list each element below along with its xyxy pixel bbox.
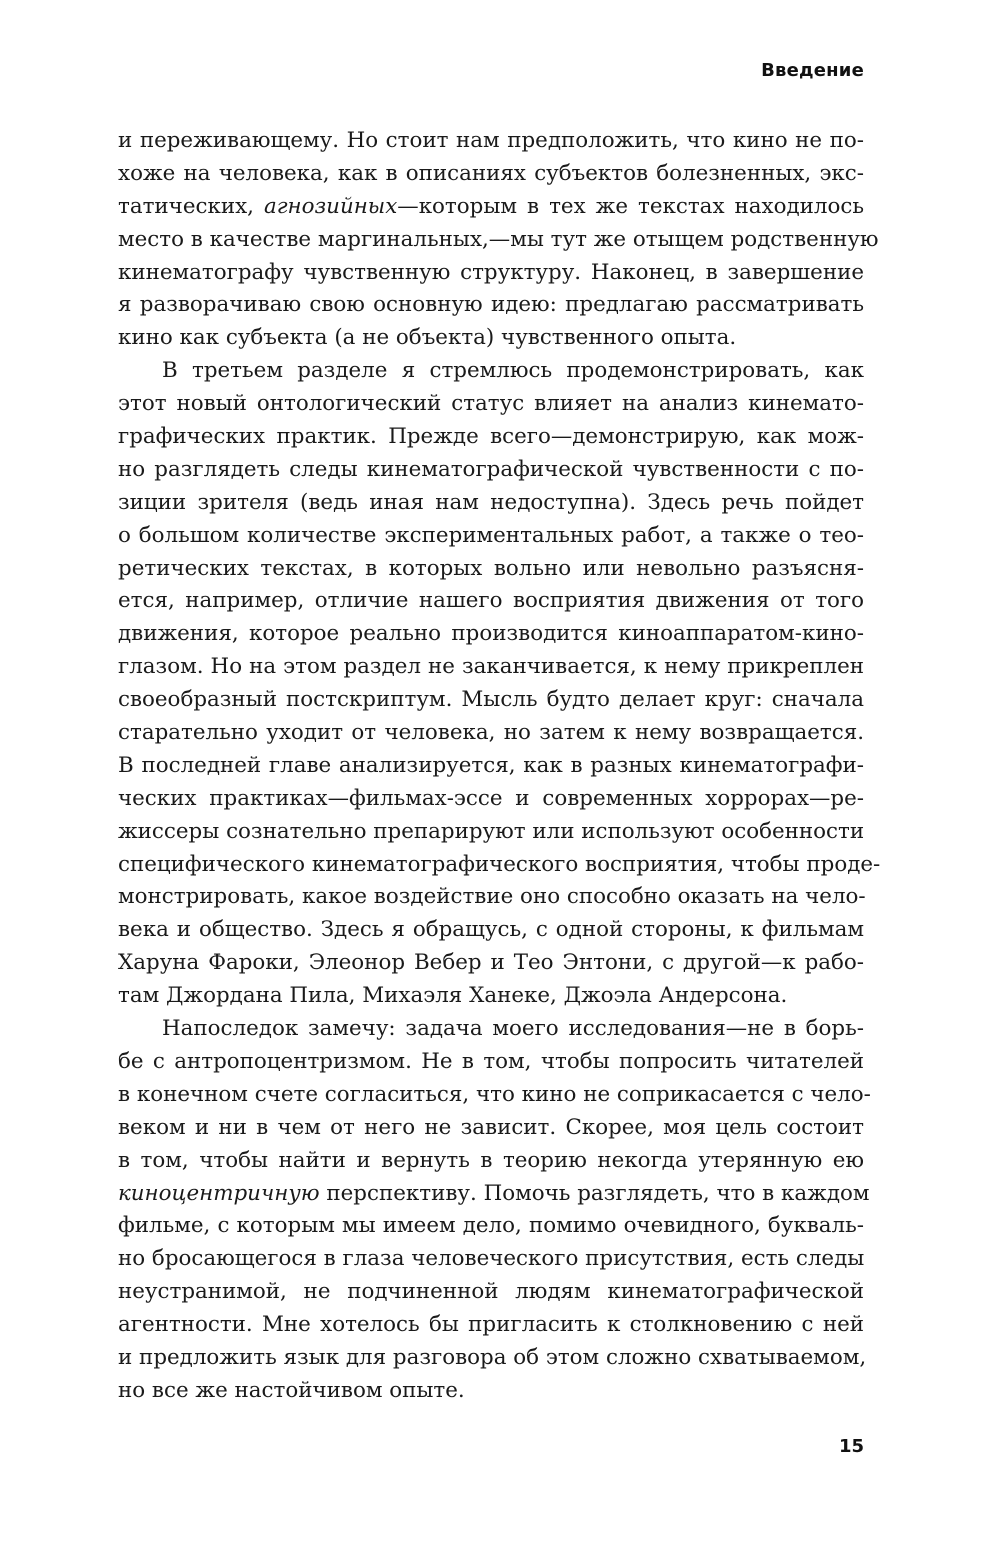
text-line: графических практик. Прежде всего—демонстрирую, как мож- — [118, 424, 864, 450]
running-header: Введение — [761, 60, 864, 81]
emphasized-term: агнозийных — [263, 193, 398, 219]
line-segment: перспективу. Помочь разглядеть, что в каждом — [319, 1180, 870, 1206]
text-line: но разглядеть следы кинематографической чувственности с по- — [118, 456, 864, 482]
text-line: века и общество. Здесь я обращусь, с одной стороны, к фильмам — [118, 917, 864, 943]
paragraph-first-line: В третьем разделе я стремлюсь продемонстрировать, как — [162, 358, 864, 384]
text-line: В последней главе анализируется, как в разных кинематографи- — [118, 752, 864, 778]
text-line: но все же настойчивом опыте. — [118, 1377, 465, 1403]
text-line: там Джордана Пила, Михаэля Ханеке, Джоэла Андерсона. — [118, 983, 788, 1009]
text-line: и переживающему. Но стоит нам предположить, что кино не по- — [118, 128, 864, 153]
text-line: бе с антропоцентризмом. Не в том, чтобы попросить читателей — [118, 1048, 864, 1074]
text-line: в том, чтобы найти и вернуть в теорию некогда утерянную ею — [118, 1147, 864, 1173]
text-line: глазом. Но на этом раздел не заканчивается, к нему прикреплен — [118, 654, 864, 680]
text-line: неустранимой, не подчиненной людям кинематографической — [118, 1279, 864, 1305]
text-line: и предложить язык для разговора об этом сложно схватываемом, — [118, 1344, 867, 1370]
text-line: зиции зрителя (ведь иная нам недоступна). Здесь речь пойдет — [118, 489, 864, 515]
text-line: движения, которое реально производится киноаппаратом-кино- — [118, 621, 864, 647]
line-segment: татических, — [118, 193, 264, 219]
line-segment: —которым в тех же текстах находилось — [397, 193, 864, 219]
emphasized-term: киноцентричную — [118, 1180, 320, 1206]
text-line: фильме, с которым мы имеем дело, помимо очевидного, букваль- — [118, 1213, 864, 1239]
text-line: кино как субъекта (а не объекта) чувственного опыта. — [118, 325, 737, 351]
text-line: ретических текстах, в которых вольно или невольно разъясня- — [118, 555, 864, 581]
text-line: специфического кинематографического восприятия, чтобы проде- — [118, 851, 881, 877]
text-line: хоже на человека, как в описаниях субъектов болезненных, экс- — [118, 160, 864, 186]
text-line: кинематографу чувственную структуру. Наконец, в завершение — [118, 259, 864, 285]
text-line: ческих практиках—фильмах-эссе и современных хоррорах—ре- — [118, 785, 864, 811]
text-line — [118, 1178, 870, 1211]
text-line: своеобразный постскриптум. Мысль будто делает круг: сначала — [118, 687, 864, 713]
text-line: о большом количестве экспериментальных работ, а также о тео- — [118, 522, 864, 548]
paragraph-first-line: Напоследок замечу: задача моего исследования—не в борь- — [162, 1016, 864, 1042]
text-line: ется, например, отличие нашего восприятия движения от того — [118, 588, 864, 614]
text-line: в конечном счете согласиться, что кино не соприкасается с чело- — [118, 1081, 871, 1107]
page-number: 15 — [838, 1436, 864, 1457]
text-line: веком и ни в чем от него не зависит. Скорее, моя цель состоит — [118, 1114, 864, 1140]
text-line: Харуна Фароки, Элеонор Вебер и Тео Энтони, с другой—к рабо- — [118, 950, 864, 976]
text-line: но бросающегося в глаза человеческого присутствия, есть следы — [118, 1246, 865, 1272]
text-line: монстрировать, какое воздействие оно способно оказать на чело- — [118, 884, 866, 910]
text-line — [118, 191, 864, 224]
text-line: жиссеры сознательно препарируют или используют особенности — [118, 818, 865, 844]
text-line: старательно уходит от человека, но затем к нему возвращается. — [118, 720, 864, 746]
text-line: агентности. Мне хотелось бы пригласить к столкновению с ней — [118, 1312, 864, 1338]
text-line: этот новый онтологический статус влияет на анализ кинемато- — [118, 391, 864, 417]
text-line: место в качестве маргинальных,—мы тут же отыщем родственную — [118, 226, 879, 252]
body-text — [118, 125, 881, 1408]
text-line: я разворачиваю свою основную идею: предлагаю рассматривать — [118, 292, 864, 318]
